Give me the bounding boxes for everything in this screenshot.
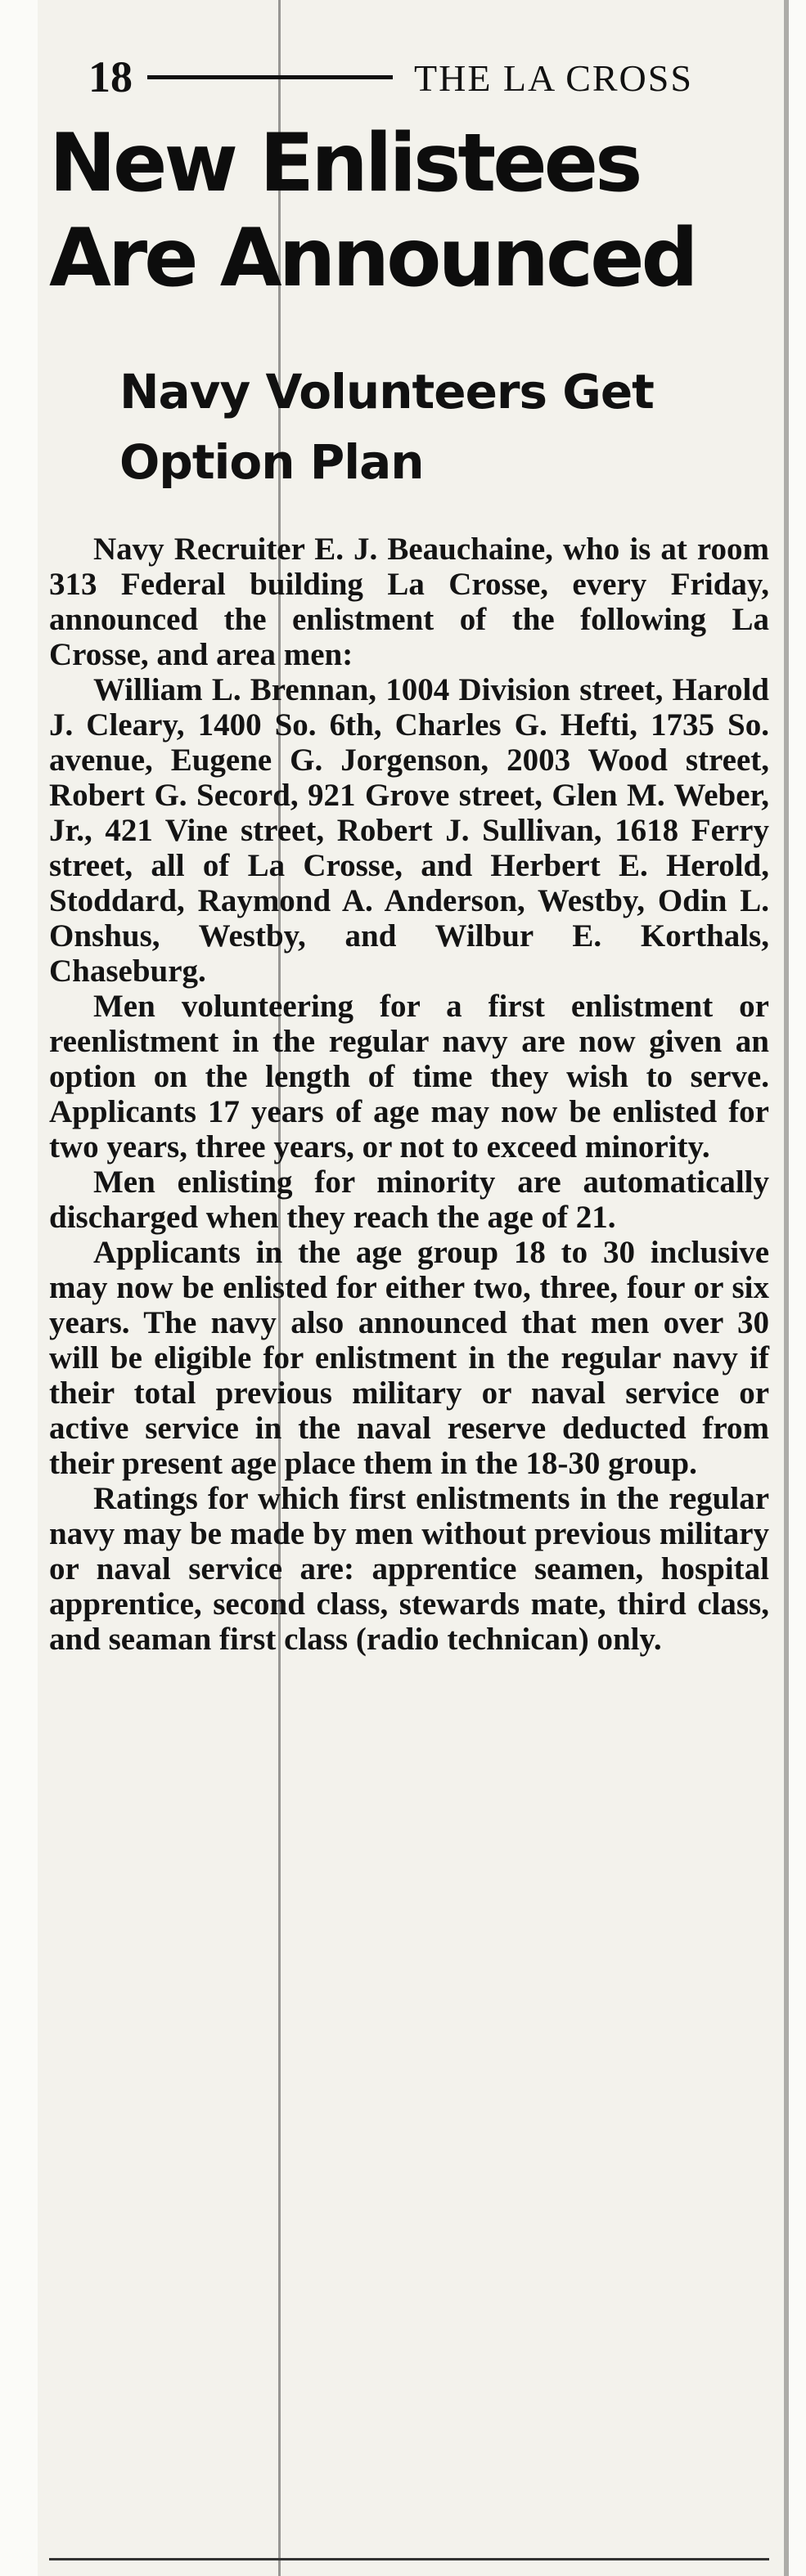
article-paragraph: Applicants in the age group 18 to 30 inclusive may now be enlisted for either two, three, four or six years. The navy also announced that men over 30 will be eligible for enlistment in the regular navy if their total previous military or naval service or active service in the naval reserve deducted from their present age place them in the 18-30 group. [49, 1235, 769, 1481]
article-paragraph: Ratings for which first enlistments in the regular navy may be made by men without previous military or naval service are: apprentice seamen, hospital apprentice, second class, stewards mate, third class, and seaman first class (radio technican) only. [49, 1481, 769, 1657]
newspaper-name: THE LA CROSS [414, 57, 693, 99]
article-paragraph: Navy Recruiter E. J. Beauchaine, who is at room 313 Federal building La Crosse, every Friday, announced the enlistment of the following La Crosse, and area men: [49, 532, 769, 672]
article-paragraph: Men volunteering for a first enlistment or reenlistment in the regular navy are now given an option on the length of time they wish to serve. Applicants 17 years of age may now be enlisted for two years, three years, or not to exceed minority. [49, 989, 769, 1165]
bottom-rule [49, 2558, 769, 2560]
page-number: 18 [88, 52, 133, 101]
article-body [49, 532, 769, 1657]
article-paragraph: Men enlisting for minority are automatically discharged when they reach the age of 21. [49, 1165, 769, 1235]
masthead [88, 51, 784, 108]
article-paragraph: William L. Brennan, 1004 Division street, Harold J. Cleary, 1400 So. 6th, Charles G. Hefti, 1735 So. avenue, Eugene G. Jorgenson, 2003 Wood street, Robert G. Secord, 921 Grove street, Glen M. Weber, Jr., 421 Vine street, Robert J. Sullivan, 1618 Ferry street, all of La Crosse, and Herbert E. Herold, Stoddard, Raymond A. Anderson, Westby, Odin L. Onshus, Westby, and Wilbur E. Korthals, Chaseburg. [49, 672, 769, 989]
masthead-rule [147, 75, 393, 79]
article-subheadline: Navy Volunteers Get Option Plan [119, 364, 654, 490]
clipping-edge [784, 0, 789, 2576]
article-headline: New Enlistees Are Announced [49, 117, 696, 305]
